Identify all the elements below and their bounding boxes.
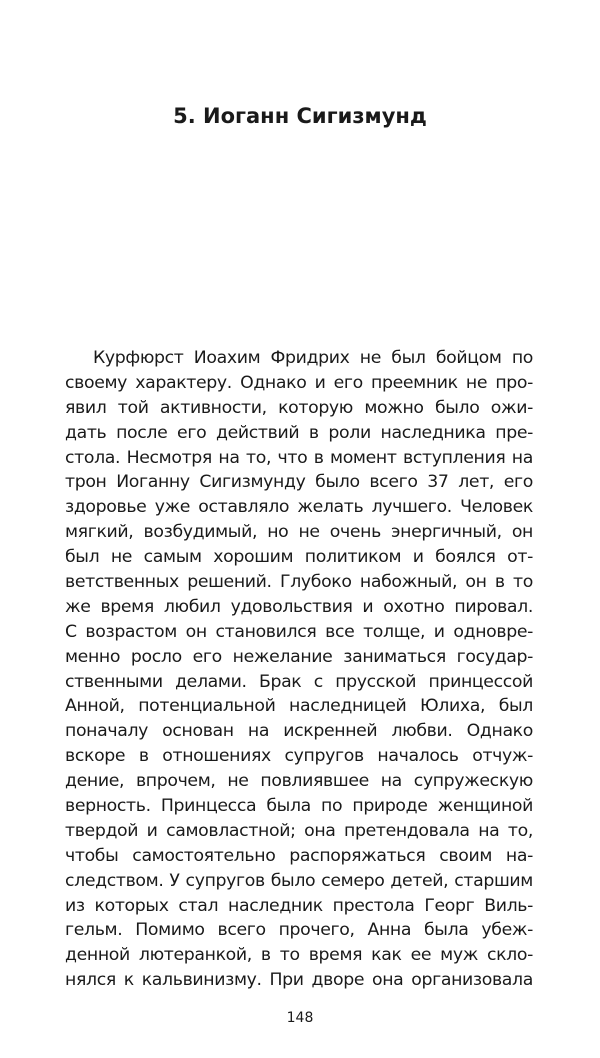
text-line: своему характеру. Однако и его преемник не про- (65, 372, 533, 393)
text-line: денной лютеранкой, в то время как ее муж скло- (65, 945, 533, 966)
text-line: дать после его действий в роли наследника пре- (65, 422, 533, 443)
text-line: же время любил удовольствия и охотно пировал. (65, 596, 533, 617)
text-line: гельм. Помимо всего прочего, Анна была убеж- (65, 920, 533, 941)
text-line: Анной, потенциальной наследницей Юлиха, был (65, 696, 533, 717)
text-line: дение, впрочем, не повлиявшее на супружескую (65, 771, 533, 792)
text-line: следством. У супругов было семеро детей, старшим (65, 870, 533, 891)
body-text (65, 346, 533, 993)
text-line: стола. Несмотря на то, что в момент вступления на (65, 447, 533, 468)
text-line: менно росло его нежелание заниматься государ- (65, 646, 533, 667)
text-line: нялся к кальвинизму. При дворе она организовала (65, 970, 533, 991)
text-line: трон Иоганну Сигизмунду было всего 37 лет, его (65, 472, 533, 493)
text-line: был не самым хорошим политиком и боялся от- (65, 547, 533, 568)
text-line: ственными делами. Брак с прусской принцессой (65, 671, 533, 692)
text-line: Курфюрст Иоахим Фридрих не был бойцом по (93, 348, 533, 368)
text-line: твердой и самовластной; она претендовала на то, (65, 820, 533, 841)
text-line: из которых стал наследник престола Георг Виль- (65, 895, 533, 916)
text-line: поначалу основан на искренней любви. Однако (65, 721, 533, 742)
text-line: вскоре в отношениях супругов началось отчуж- (65, 746, 533, 767)
text-line: здоровье уже оставляло желать лучшего. Человек (65, 497, 533, 518)
text-line: чтобы самостоятельно распоряжаться своим на- (65, 845, 533, 866)
text-line: явил той активности, которую можно было ожи- (65, 397, 533, 418)
text-line: мягкий, возбудимый, но не очень энергичный, он (65, 522, 533, 543)
text-line: С возрастом он становился все толще, и одновре- (65, 621, 533, 642)
text-line: ветственных решений. Глубоко набожный, он в то (65, 572, 533, 593)
chapter-title: 5. Иоганн Сигизмунд (173, 104, 427, 128)
page-number: 148 (286, 1010, 314, 1026)
text-line: верность. Принцесса была по природе женщиной (65, 796, 533, 817)
